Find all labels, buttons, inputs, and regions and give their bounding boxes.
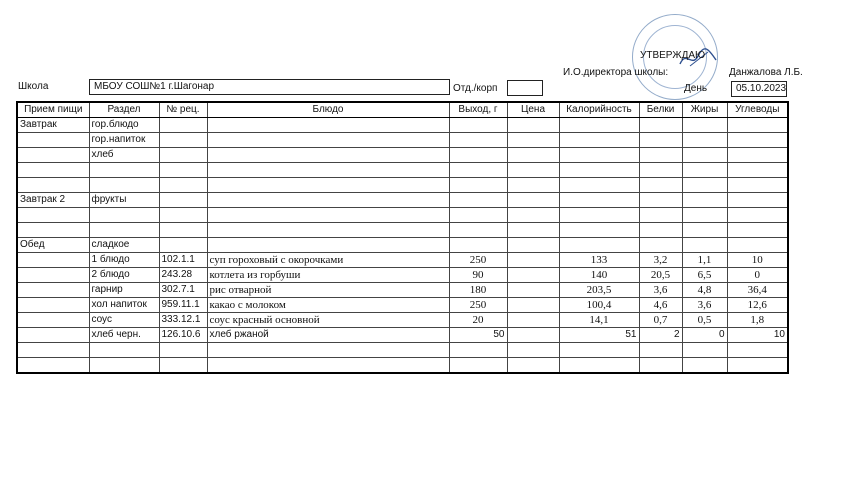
carbs-cell: 36,4 xyxy=(727,283,788,298)
output-cell xyxy=(449,223,507,238)
protein-cell xyxy=(639,163,682,178)
fat-cell xyxy=(682,148,727,163)
table-row xyxy=(17,118,788,133)
dish-cell: какао с молоком xyxy=(207,298,449,313)
fat-cell xyxy=(682,118,727,133)
dish-cell xyxy=(207,178,449,193)
carbs-cell: 0 xyxy=(727,268,788,283)
section-cell: хлеб xyxy=(89,148,159,163)
section-cell: соус xyxy=(89,313,159,328)
col-header: Углеводы xyxy=(727,102,788,118)
recipe-cell: 102.1.1 xyxy=(159,253,207,268)
school-label: Школа xyxy=(18,81,49,92)
output-cell: 250 xyxy=(449,298,507,313)
fat-cell xyxy=(682,223,727,238)
kcal-cell xyxy=(559,358,639,374)
dish-cell: котлета из горбуши xyxy=(207,268,449,283)
dish-cell xyxy=(207,163,449,178)
protein-cell: 3,2 xyxy=(639,253,682,268)
carbs-cell xyxy=(727,343,788,358)
kcal-cell: 14,1 xyxy=(559,313,639,328)
protein-cell xyxy=(639,238,682,253)
recipe-cell xyxy=(159,343,207,358)
output-cell: 180 xyxy=(449,283,507,298)
table-header-row xyxy=(17,102,788,118)
meal-cell xyxy=(17,223,89,238)
table-row xyxy=(17,133,788,148)
protein-cell: 20,5 xyxy=(639,268,682,283)
section-cell xyxy=(89,208,159,223)
carbs-cell xyxy=(727,118,788,133)
meal-cell: Обед xyxy=(17,238,89,253)
output-cell xyxy=(449,238,507,253)
table-row xyxy=(17,313,788,328)
protein-cell xyxy=(639,193,682,208)
protein-cell xyxy=(639,118,682,133)
table-row xyxy=(17,148,788,163)
output-cell: 250 xyxy=(449,253,507,268)
meal-cell xyxy=(17,268,89,283)
col-header: Белки xyxy=(639,102,682,118)
output-cell xyxy=(449,148,507,163)
fat-cell xyxy=(682,208,727,223)
director-name: Данжалова Л.Б. xyxy=(729,67,803,78)
carbs-cell xyxy=(727,178,788,193)
carbs-cell xyxy=(727,148,788,163)
dish-cell xyxy=(207,208,449,223)
section-cell xyxy=(89,223,159,238)
approval-title: УТВЕРЖДАЮ xyxy=(640,50,706,61)
section-cell xyxy=(89,358,159,374)
protein-cell: 2 xyxy=(639,328,682,343)
section-cell: хлеб черн. xyxy=(89,328,159,343)
carbs-cell xyxy=(727,223,788,238)
meal-cell xyxy=(17,208,89,223)
section-cell xyxy=(89,163,159,178)
carbs-cell xyxy=(727,238,788,253)
section-cell: гор.напиток xyxy=(89,133,159,148)
price-cell xyxy=(507,268,559,283)
output-cell xyxy=(449,358,507,374)
dish-cell xyxy=(207,118,449,133)
recipe-cell xyxy=(159,238,207,253)
price-cell xyxy=(507,208,559,223)
kcal-cell: 133 xyxy=(559,253,639,268)
output-cell xyxy=(449,208,507,223)
meal-cell xyxy=(17,298,89,313)
recipe-cell xyxy=(159,208,207,223)
kcal-cell xyxy=(559,238,639,253)
price-cell xyxy=(507,253,559,268)
meal-cell xyxy=(17,328,89,343)
carbs-cell xyxy=(727,358,788,374)
date-field[interactable]: 05.10.2023 xyxy=(731,81,787,97)
protein-cell: 3,6 xyxy=(639,283,682,298)
recipe-cell xyxy=(159,163,207,178)
table-row xyxy=(17,238,788,253)
protein-cell xyxy=(639,133,682,148)
table-row xyxy=(17,283,788,298)
output-cell xyxy=(449,163,507,178)
recipe-cell: 243.28 xyxy=(159,268,207,283)
kcal-cell xyxy=(559,193,639,208)
protein-cell xyxy=(639,223,682,238)
meal-cell: Завтрак 2 xyxy=(17,193,89,208)
section-cell: хол напиток xyxy=(89,298,159,313)
section-cell: 2 блюдо xyxy=(89,268,159,283)
section-cell xyxy=(89,343,159,358)
recipe-cell xyxy=(159,358,207,374)
recipe-cell xyxy=(159,223,207,238)
price-cell xyxy=(507,283,559,298)
price-cell xyxy=(507,298,559,313)
carbs-cell: 10 xyxy=(727,253,788,268)
menu-table xyxy=(16,101,789,374)
fat-cell: 3,6 xyxy=(682,298,727,313)
col-header: Выход, г xyxy=(449,102,507,118)
recipe-cell xyxy=(159,193,207,208)
school-name-field[interactable]: МБОУ СОШ№1 г.Шагонар xyxy=(89,79,450,95)
output-cell xyxy=(449,343,507,358)
recipe-cell: 126.10.6 xyxy=(159,328,207,343)
price-cell xyxy=(507,118,559,133)
meal-cell xyxy=(17,178,89,193)
carbs-cell: 12,6 xyxy=(727,298,788,313)
director-position-label: И.О.директора школы: xyxy=(563,67,669,78)
meal-cell xyxy=(17,313,89,328)
day-label: День xyxy=(684,83,708,94)
table-row xyxy=(17,163,788,178)
output-cell xyxy=(449,118,507,133)
kcal-cell xyxy=(559,223,639,238)
kcal-cell: 100,4 xyxy=(559,298,639,313)
meal-cell xyxy=(17,148,89,163)
recipe-cell: 302.7.1 xyxy=(159,283,207,298)
kcal-cell xyxy=(559,118,639,133)
meal-cell: Завтрак xyxy=(17,118,89,133)
kcal-cell xyxy=(559,163,639,178)
recipe-cell: 333.12.1 xyxy=(159,313,207,328)
col-header: Калорийность xyxy=(559,102,639,118)
fat-cell: 0,5 xyxy=(682,313,727,328)
table-row xyxy=(17,253,788,268)
fat-cell: 0 xyxy=(682,328,727,343)
table-row xyxy=(17,208,788,223)
meal-cell xyxy=(17,343,89,358)
carbs-cell xyxy=(727,193,788,208)
section-cell: гор.блюдо xyxy=(89,118,159,133)
meal-cell xyxy=(17,283,89,298)
price-cell xyxy=(507,163,559,178)
output-cell xyxy=(449,133,507,148)
section-cell: 1 блюдо xyxy=(89,253,159,268)
meal-cell xyxy=(17,253,89,268)
table-row xyxy=(17,328,788,343)
dish-cell xyxy=(207,133,449,148)
protein-cell: 4,6 xyxy=(639,298,682,313)
fat-cell: 6,5 xyxy=(682,268,727,283)
department-field[interactable] xyxy=(507,80,543,96)
recipe-cell xyxy=(159,118,207,133)
recipe-cell xyxy=(159,178,207,193)
protein-cell xyxy=(639,178,682,193)
fat-cell xyxy=(682,358,727,374)
fat-cell xyxy=(682,163,727,178)
col-header: Блюдо xyxy=(207,102,449,118)
protein-cell xyxy=(639,358,682,374)
price-cell xyxy=(507,193,559,208)
protein-cell xyxy=(639,208,682,223)
table-row xyxy=(17,358,788,374)
recipe-cell: 959.11.1 xyxy=(159,298,207,313)
section-cell: фрукты xyxy=(89,193,159,208)
price-cell xyxy=(507,148,559,163)
carbs-cell xyxy=(727,208,788,223)
kcal-cell xyxy=(559,178,639,193)
carbs-cell: 1,8 xyxy=(727,313,788,328)
price-cell xyxy=(507,358,559,374)
fat-cell xyxy=(682,238,727,253)
output-cell: 50 xyxy=(449,328,507,343)
recipe-cell xyxy=(159,148,207,163)
fat-cell xyxy=(682,343,727,358)
meal-cell xyxy=(17,358,89,374)
dish-cell: хлеб ржаной xyxy=(207,328,449,343)
col-header: Прием пищи xyxy=(17,102,89,118)
carbs-cell xyxy=(727,133,788,148)
dish-cell xyxy=(207,238,449,253)
section-cell: гарнир xyxy=(89,283,159,298)
output-cell: 20 xyxy=(449,313,507,328)
price-cell xyxy=(507,343,559,358)
fat-cell xyxy=(682,193,727,208)
meal-cell xyxy=(17,133,89,148)
section-cell xyxy=(89,178,159,193)
kcal-cell: 203,5 xyxy=(559,283,639,298)
price-cell xyxy=(507,223,559,238)
kcal-cell: 140 xyxy=(559,268,639,283)
fat-cell xyxy=(682,178,727,193)
protein-cell: 0,7 xyxy=(639,313,682,328)
dish-cell xyxy=(207,358,449,374)
output-cell xyxy=(449,178,507,193)
dish-cell: рис отварной xyxy=(207,283,449,298)
dish-cell xyxy=(207,343,449,358)
carbs-cell: 10 xyxy=(727,328,788,343)
price-cell xyxy=(507,133,559,148)
price-cell xyxy=(507,238,559,253)
dish-cell xyxy=(207,223,449,238)
price-cell xyxy=(507,328,559,343)
table-row xyxy=(17,223,788,238)
kcal-cell xyxy=(559,133,639,148)
protein-cell xyxy=(639,343,682,358)
carbs-cell xyxy=(727,163,788,178)
table-row xyxy=(17,268,788,283)
kcal-cell xyxy=(559,148,639,163)
col-header: Цена xyxy=(507,102,559,118)
output-cell: 90 xyxy=(449,268,507,283)
protein-cell xyxy=(639,148,682,163)
kcal-cell: 51 xyxy=(559,328,639,343)
price-cell xyxy=(507,178,559,193)
col-header: Раздел xyxy=(89,102,159,118)
table-row xyxy=(17,343,788,358)
table-row xyxy=(17,193,788,208)
col-header: Жиры xyxy=(682,102,727,118)
meal-cell xyxy=(17,163,89,178)
department-label: Отд./корп xyxy=(453,83,498,94)
fat-cell: 1,1 xyxy=(682,253,727,268)
price-cell xyxy=(507,313,559,328)
section-cell: сладкое xyxy=(89,238,159,253)
fat-cell: 4,8 xyxy=(682,283,727,298)
kcal-cell xyxy=(559,343,639,358)
table-row xyxy=(17,178,788,193)
table-row xyxy=(17,298,788,313)
dish-cell xyxy=(207,193,449,208)
output-cell xyxy=(449,193,507,208)
recipe-cell xyxy=(159,133,207,148)
dish-cell: соус красный основной xyxy=(207,313,449,328)
dish-cell xyxy=(207,148,449,163)
kcal-cell xyxy=(559,208,639,223)
dish-cell: суп гороховый с окорочками xyxy=(207,253,449,268)
fat-cell xyxy=(682,133,727,148)
col-header: № рец. xyxy=(159,102,207,118)
